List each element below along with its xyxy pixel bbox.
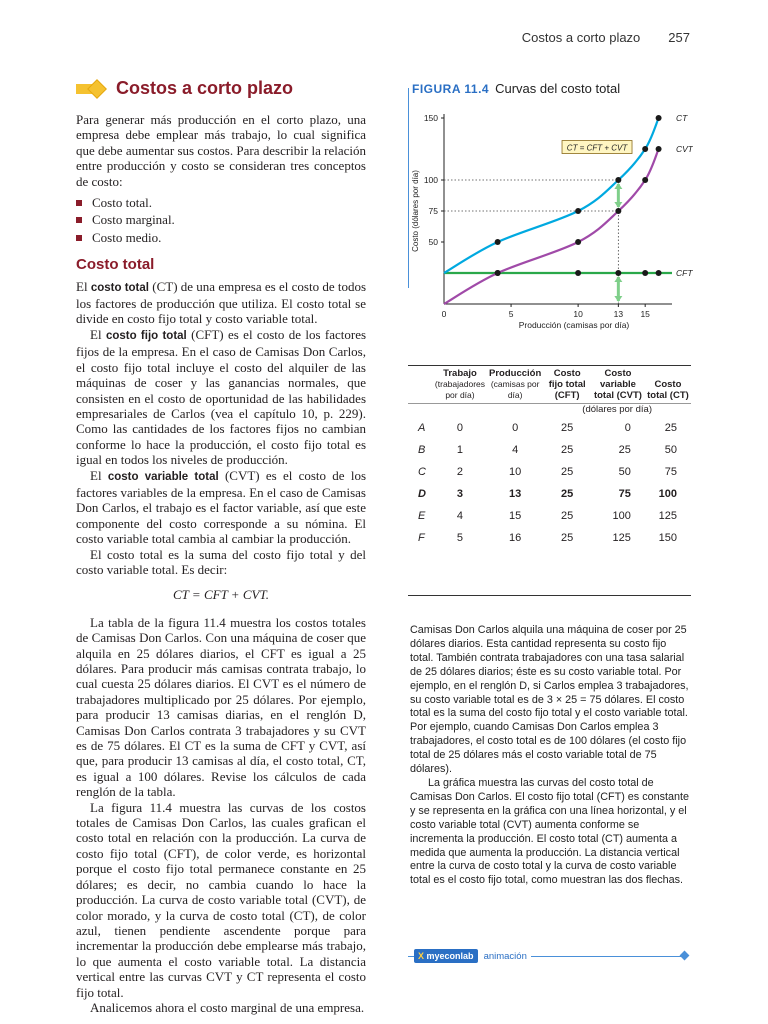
cft-point — [495, 270, 501, 276]
section-marker-icon — [76, 80, 108, 98]
cell-trabajo: 0 — [456, 422, 464, 434]
table-bottom-rule — [408, 595, 691, 596]
figure-label: FIGURA 11.4 — [412, 82, 490, 96]
running-header — [522, 30, 690, 45]
keyword: costo fijo total — [105, 329, 187, 342]
cell-cft: 25 — [561, 466, 574, 478]
table-row — [408, 439, 691, 461]
table-row — [408, 505, 691, 527]
cell-cvt: 0 — [624, 422, 631, 434]
y-tick-label: 150 — [423, 113, 438, 123]
paragraph-costo-variable: El costo variable total (CVT) es el costo de los factores variables de la empresa. En el caso de Camisas Don Carlos, el trabajo es el factor variable, así que este componente del costo corresponde a su nómina. El costo variable total cambia al cambiar la producción. — [76, 467, 366, 547]
keyword: costo variable total — [107, 470, 219, 483]
row-id: F — [418, 532, 425, 544]
intro-paragraph: Para generar más producción en el corto plazo, una empresa debe emplear más trabajo, lo cual significa que debe aumentar sus costos. Para describir la relación entre producción y costo se consideran tres conceptos de costo: — [76, 112, 366, 189]
x-tick-label: 10 — [573, 309, 583, 319]
header-cft: Costo fijo total (CFT) — [548, 368, 586, 401]
cell-produccion: 4 — [512, 444, 519, 456]
paragraph-siguiente: Analicemos ahora el costo marginal de una empresa. — [90, 999, 365, 1015]
ct-point — [656, 115, 662, 121]
y-tick-label: 50 — [428, 237, 438, 247]
figure-caption — [410, 624, 690, 888]
header-cvt: Costo variable total (CVT) — [593, 368, 642, 401]
cell-cft: 25 — [561, 510, 574, 522]
myeconlab-link[interactable] — [414, 948, 531, 964]
cell-produccion: 10 — [509, 466, 522, 478]
header-trabajo: Trabajo (trabajadores por día) — [434, 368, 486, 400]
row-id: C — [418, 466, 426, 478]
y-tick-label: 100 — [423, 175, 438, 185]
ct-label: CT — [676, 113, 688, 123]
cell-cvt: 25 — [618, 444, 631, 456]
row-id: A — [418, 422, 426, 434]
equation: CT = CFT + CVT. — [173, 587, 269, 603]
total-cost-chart — [408, 100, 693, 350]
figure-title — [412, 80, 620, 98]
money-unit: (dólares por día) — [543, 404, 691, 418]
cvt-point — [642, 177, 648, 183]
cell-ct: 75 — [664, 466, 677, 478]
cft-point — [575, 270, 581, 276]
cell-cvt: 125 — [612, 532, 631, 544]
paragraph-costo-total: El costo total (CT) de una empresa es el costo de todos los factores de producción que utiliza. El costo total se divide en costo fijo total y costo variable total. — [76, 278, 367, 327]
bullet-icon — [76, 217, 82, 223]
cell-trabajo: 2 — [456, 466, 464, 478]
caption-paragraph-2: La gráfica muestra las curvas del costo total de Camisas Don Carlos. El costo fijo total (CFT) es constante y se representa en la gráfica con una línea horizontal, y el costo variable total (CVT) aumenta conforme se incrementa la producción. El costo total (CT) aumenta a medida que aumenta la producción. La distancia vertical entre la curva de costo total y la curva de costo variable total es el costo fijo total, como muestran las dos flechas. — [410, 776, 690, 887]
cell-trabajo: 1 — [456, 444, 464, 456]
cell-cft: 25 — [561, 444, 574, 456]
list-item: Costo total. — [76, 195, 366, 210]
table-row — [408, 417, 691, 439]
table-row — [408, 527, 691, 549]
figure-caption-title: Curvas del costo total — [495, 81, 621, 96]
cft-point — [642, 270, 648, 276]
cell-trabajo: 3 — [456, 488, 464, 500]
bullet-icon — [76, 235, 82, 241]
cell-produccion: 16 — [509, 532, 522, 544]
x-tick-label: 0 — [441, 309, 447, 319]
paragraph-tabla: La tabla de la figura 11.4 muestra los costos totales de Camisas Don Carlos. Con una máquina de coser que alquila en 25 dólares diarios, el CFT es igual a 25 dólares. Para producir más camisas contrata trabajo, lo cual cuesta 25 dólares diarios. El CVT es el número de trabajadores multiplicado por 25 dólares. Por ejemplo, para producir 13 camisas diarias, en el renglón D, Camisas Don Carlos contrata 3 trabajadores y su CVT es de 75 dólares. El CT es la suma de CFT y CVT, así que, para producir 13 camisas al día, el costo total, CT, es igual a 100 dólares. Revise los cálculos de cada renglón de la tabla. — [76, 614, 366, 800]
cft-label: CFT — [676, 268, 693, 278]
caption-paragraph-1: Camisas Don Carlos alquila una máquina de coser por 25 dólares diarios. Esta cantidad representa su costo fijo total. También contrata trabajadores con una tasa salarial de 25 dólares diarios; éste es su costo variable total. Por ejemplo, en el renglón D, si Carlos emplea 3 trabajadores, su costo variable total es de 3 × 25 = 75 dólares. El costo total es la suma del costo fijo total y el costo variable total. Por ejemplo, cuando Camisas Don Carlos emplea 3 trabajadores, el costo total es de 100 dólares (el costo fijo total de 25 dólares más el costo variable total de 75 dólares). — [410, 624, 689, 776]
cvt-point — [656, 146, 662, 152]
list-item: Costo medio. — [76, 230, 366, 245]
subsection-title: Costo total — [76, 256, 155, 274]
cell-produccion: 13 — [509, 488, 522, 500]
cft-point — [615, 270, 621, 276]
ct-point — [615, 177, 621, 183]
page-number: 257 — [668, 30, 690, 45]
cvt-point — [615, 208, 621, 214]
cost-table — [408, 368, 691, 549]
cell-ct: 100 — [658, 488, 677, 500]
animation-link[interactable]: animación — [483, 950, 527, 962]
y-tick-label: 75 — [428, 206, 438, 216]
cell-ct: 150 — [658, 532, 677, 544]
bullet-icon — [76, 200, 82, 206]
x-axis-label: Producción (camisas por día) — [518, 320, 630, 330]
cell-cvt: 50 — [618, 466, 631, 478]
ct-point — [575, 208, 581, 214]
row-id: B — [418, 444, 426, 456]
cell-cft: 25 — [561, 422, 574, 434]
paragraph-curvas: La figura 11.4 muestra las curvas de los costos totales de Camisas Don Carlos, las cuales grafican el costo total en relación con la producción. La curva de costo fijo total (CFT), de color verde, es horizontal porque el costo fijo total permanece constante en 25 dólares; es decir, no cambia cuando lo hace la producción. La curva de costo variable total (CVT), de color morado, y la curva de costo total (CT), de color azul, tienen pendiente ascendente porque para incrementar la producción debe emplearse más trabajo, lo que aumenta el costo variable total. La distancia vertical entre las curvas CVT y CT representa el costo fijo total. — [76, 799, 366, 1000]
paragraph-suma: El costo total es la suma del costo fijo total y del costo variable total. Es decir: — [76, 546, 366, 577]
main-text-column — [76, 80, 366, 1015]
cell-cft: 25 — [561, 488, 574, 500]
cft-point — [656, 270, 662, 276]
annotation-text: CT = CFT + CVT — [566, 143, 628, 153]
myeconlab-bar — [408, 948, 688, 964]
cvt-point — [575, 239, 581, 245]
cvt-label: CVT — [676, 144, 693, 154]
x-tick-label: 13 — [613, 309, 624, 319]
cell-produccion: 0 — [512, 422, 519, 434]
cell-trabajo: 4 — [456, 510, 464, 522]
cell-ct: 125 — [658, 510, 677, 522]
fixed-cost-arrow-lower-head-down — [614, 296, 622, 302]
cost-concepts-list — [76, 195, 366, 245]
cell-produccion: 15 — [509, 510, 522, 522]
y-axis-label: Costo (dólares por día) — [411, 170, 420, 252]
row-id: D — [418, 488, 426, 500]
cell-trabajo: 5 — [456, 532, 464, 544]
section-title: Costos a corto plazo — [116, 78, 294, 99]
ct-point — [495, 239, 501, 245]
table-top-rule — [408, 365, 691, 366]
section-heading — [76, 80, 366, 98]
running-header-title: Costos a corto plazo — [521, 30, 641, 45]
paragraph-costo-fijo: El costo fijo total (CFT) es el costo de los factores fijos de la empresa. En el caso de Camisas Don Carlos, el costo fijo total incluye el costo del alquiler de las máquinas de coser y las ganancias normales, que consisten en el costo de oportunidad de las habilidades empresariales de Carlos (vea el capítulo 10, p. 229). Como las cantidades de los factores fijos no cambian conforme lo hace la producción, el costo fijo total es igual en todos los niveles de producción. — [76, 326, 367, 468]
x-tick-label: 15 — [640, 309, 650, 319]
header-ct: Costo total (CT) — [647, 379, 689, 401]
cell-ct: 25 — [664, 422, 677, 434]
table-row — [408, 483, 691, 505]
x-tick-label: 5 — [508, 309, 514, 319]
ct-point — [642, 146, 648, 152]
fixed-cost-arrow-lower-head-up — [614, 276, 622, 282]
myeconlab-logo: X myeconlab — [414, 949, 478, 963]
header-produccion: Producción (camisas por día) — [489, 368, 542, 400]
diamond-icon — [680, 951, 690, 961]
cell-ct: 50 — [664, 444, 677, 456]
cell-cvt: 75 — [618, 488, 631, 500]
keyword: costo total — [90, 281, 149, 294]
list-item: Costo marginal. — [76, 212, 366, 227]
cell-cvt: 100 — [612, 510, 631, 522]
cell-cft: 25 — [561, 532, 574, 544]
table-row — [408, 461, 691, 483]
row-id: E — [418, 510, 426, 522]
